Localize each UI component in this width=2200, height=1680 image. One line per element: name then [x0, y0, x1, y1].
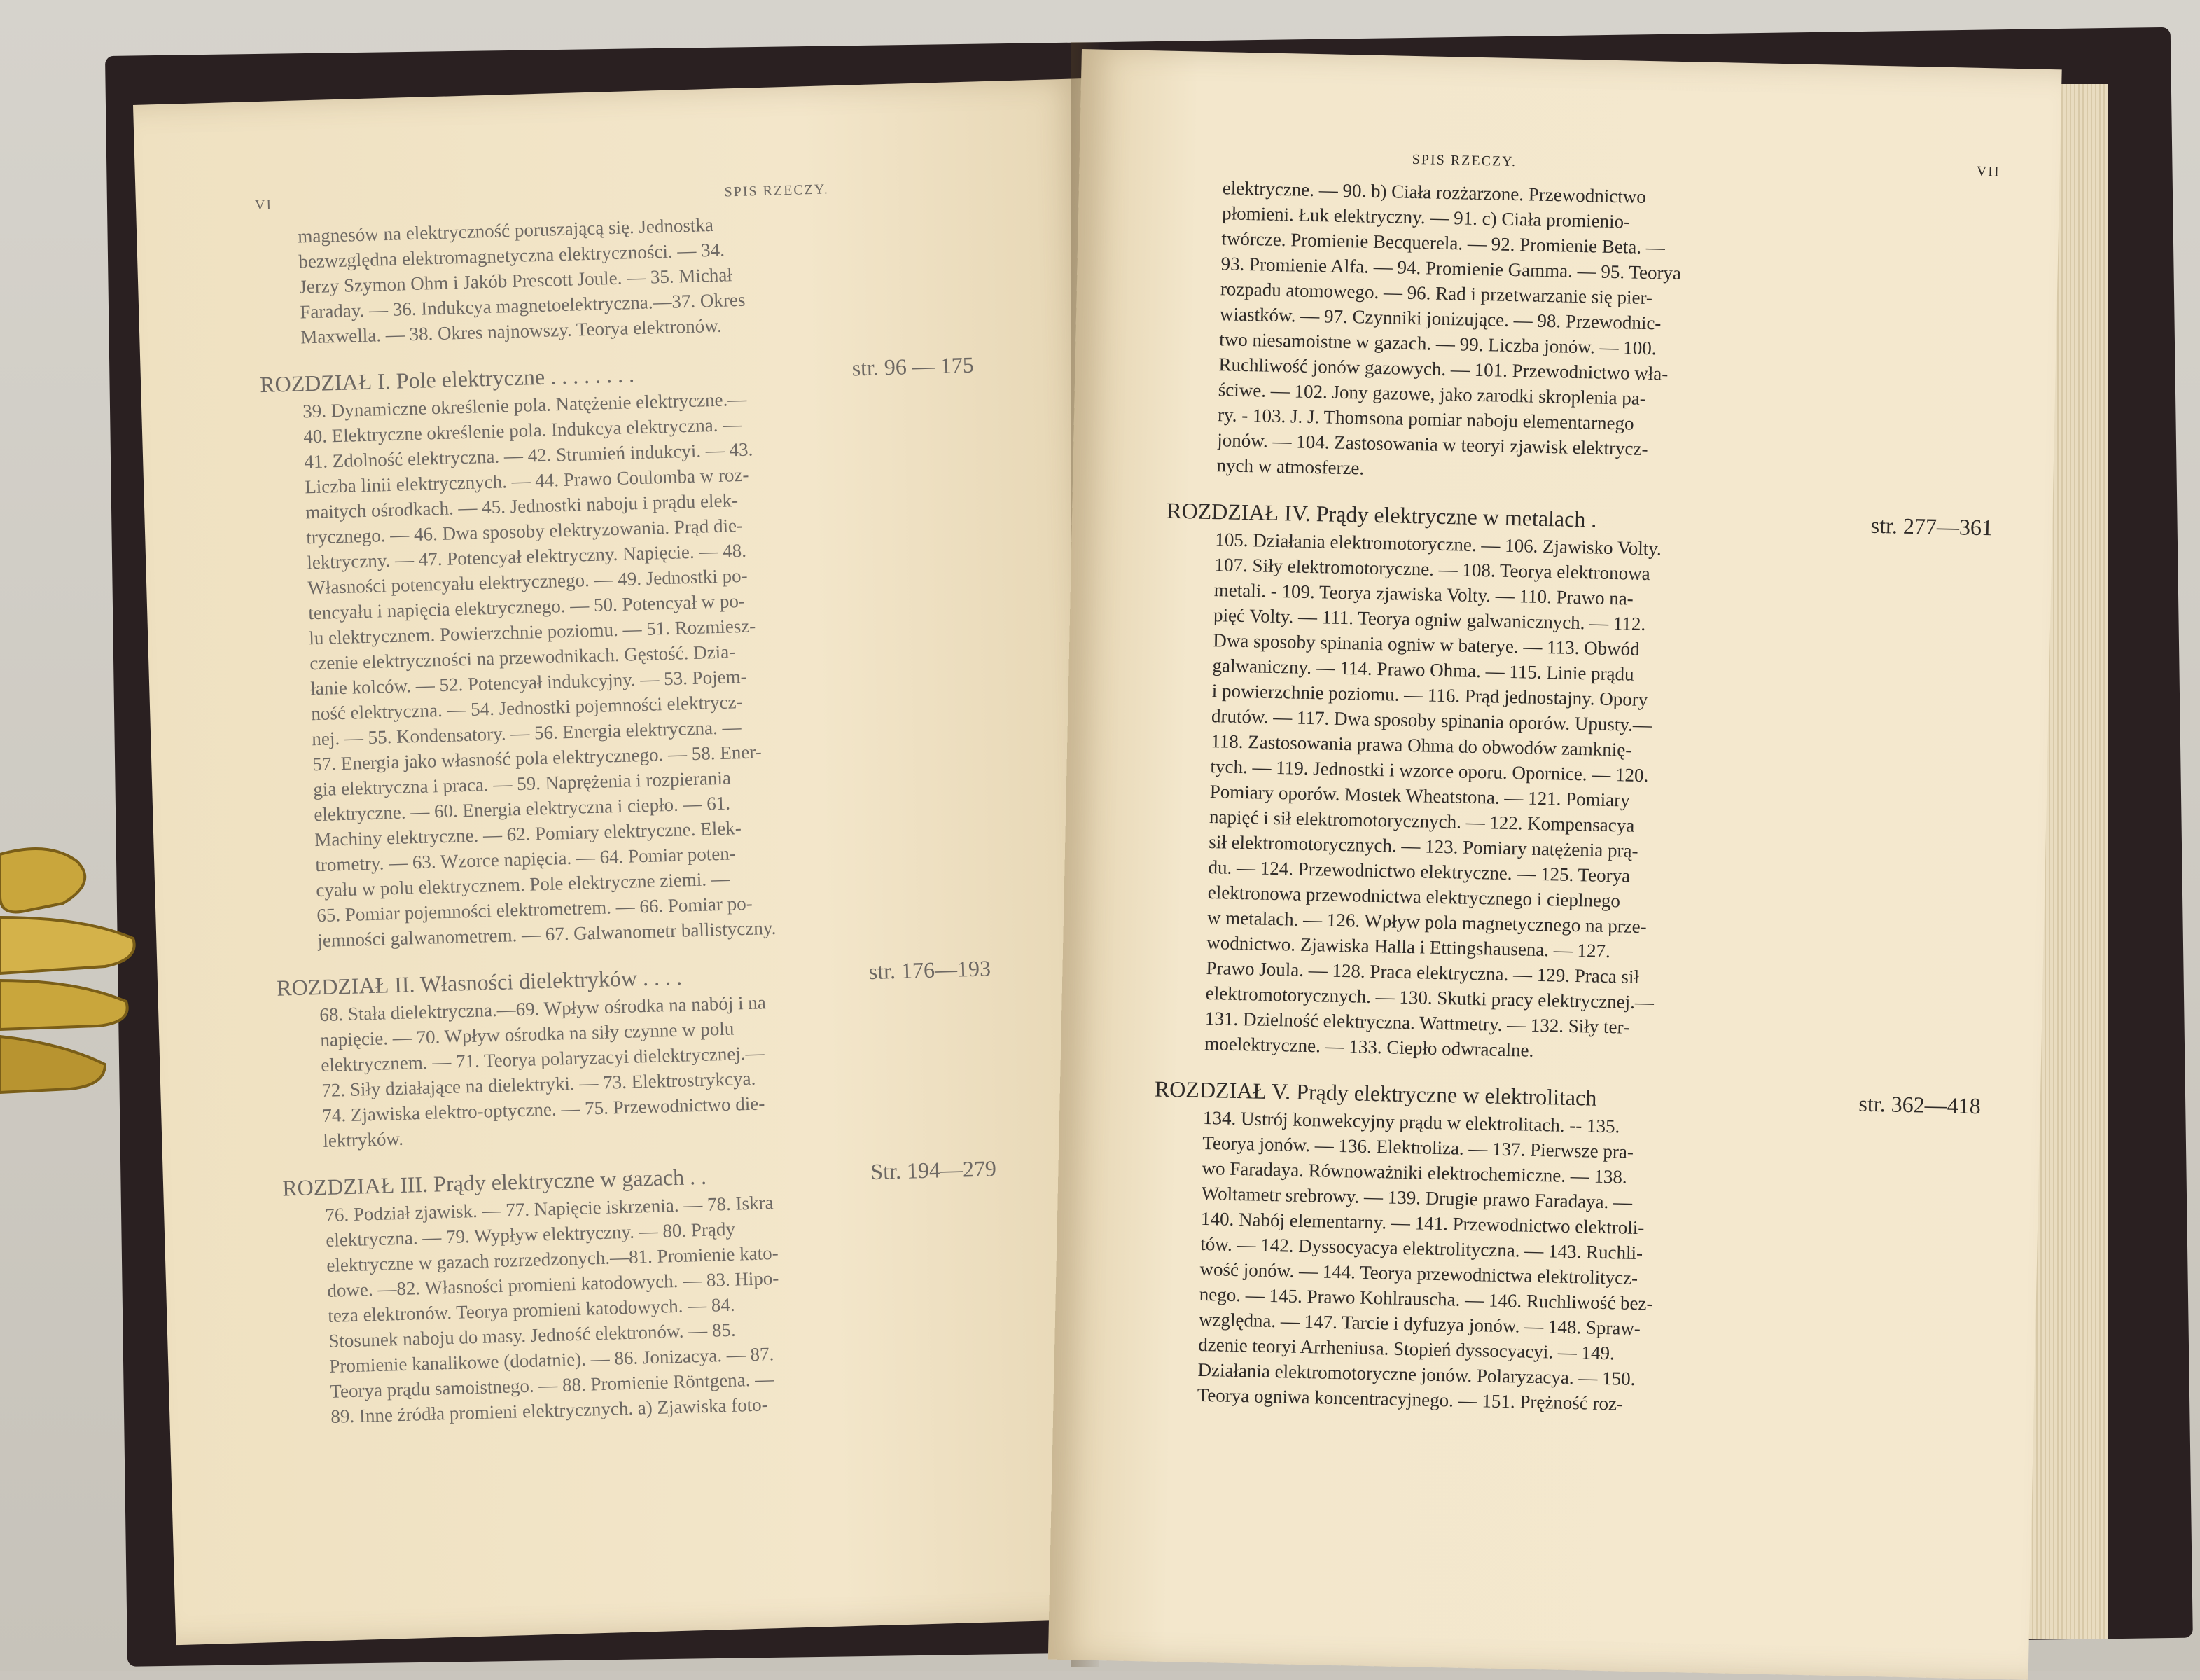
chapter-line: jemności galwanometrem. — 67. Galwanometr ballistyczny.	[316, 917, 777, 952]
chapter-line: trycznego. — 46. Dwa sposoby elektryzowania. Prąd die-	[305, 514, 744, 548]
right-page-intro-line: ściwe. — 102. Jony gazowe, jako zarodki skroplenia pa-	[1218, 379, 1647, 409]
chapter-line: pięć Volty. — 111. Teorya ogniw galwanicznych. — 112.	[1213, 604, 1646, 635]
chapter-line: czenie elektryczności na przewodnikach. Gęstość. Dzia-	[309, 641, 736, 674]
chapter-line: 140. Nabój elementarny. — 141. Przewodnictwo elektroli-	[1200, 1207, 1645, 1239]
chapter-line: i powierzchnie poziomu. — 116. Prąd jednostajny. Opory	[1211, 680, 1648, 711]
right-page-number: VII	[1976, 163, 2000, 180]
chapter-page-range: str. 277—361	[1870, 512, 1993, 541]
chapter-line: teza elektronów. Teorya promieni katodowych. — 84.	[327, 1293, 736, 1326]
chapter-line: elektrycznem. — 71. Teorya polaryzacyi dielektrycznej.—	[320, 1042, 765, 1076]
chapter-line: 57. Energia jako własność pola elektrycznego. — 58. Ener-	[312, 741, 763, 775]
chapter-line: sił elektromotorycznych. — 123. Pomiary natężenia prą-	[1209, 831, 1638, 861]
right-page-intro-line: płomieni. Łuk elektryczny. — 91. c) Ciała promienio-	[1221, 202, 1631, 232]
right-chapters	[1148, 498, 1993, 1424]
chapter-line: 134. Ustrój konwekcyjny prądu w elektrolitach. -- 135.	[1202, 1106, 1620, 1137]
chapter-line: 107. Siły elektromotoryczne. — 108. Teorya elektronowa	[1214, 554, 1651, 585]
left-page-intro-line: Jerzy Szymon Ohm i Jakób Prescott Joule. — 35. Michał	[298, 264, 733, 298]
left-page-number: VI	[254, 197, 273, 214]
chapter-line: Promienie kanalikowe (dodatnie). — 86. Jonizacya. — 87.	[328, 1343, 774, 1377]
chapter-line: 118. Zastosowania prawa Ohma do obwodów zamknię-	[1211, 730, 1632, 761]
chapter-line: tych. — 119. Jednostki i wzorce oporu. Opornice. — 120.	[1210, 756, 1649, 786]
chapter-contents	[260, 380, 990, 954]
chapter-line: 76. Podział zjawisk. — 77. Napięcie iskrzenia. — 78. Iskra	[324, 1192, 774, 1226]
chapter-title: ROZDZIAŁ II. Własności dielektryków . . . .	[276, 964, 683, 1001]
chapter-line: lektryczny. — 47. Potencyał elektryczny. Napięcie. — 48.	[306, 539, 747, 574]
chapter-line: Teorya prądu samoistnego. — 88. Promienie Röntgena. —	[329, 1368, 774, 1402]
right-page-intro-line: twórcze. Promienie Becquerela. — 92. Promienie Beta. —	[1221, 228, 1666, 258]
chapter-line: trometry. — 63. Wzorce napięcia. — 64. Pomiar poten-	[314, 842, 737, 876]
chapter-line: drutów. — 117. Dwa sposoby spinania oporów. Upusty.—	[1211, 705, 1652, 736]
left-page-intro-line: magnesów na elektryczność poruszającą się. Jednostka	[297, 214, 714, 247]
chapter-line: cyału w polu elektrycznem. Pole elektryczne ziemi. —	[315, 868, 731, 901]
chapter-contents	[283, 1183, 1003, 1430]
chapter-line: Dwa sposoby spinania ogniw w baterye. — 113. Obwód	[1213, 630, 1640, 660]
chapter-line: napięć i sił elektromotorycznych. — 122. Kompensacya	[1209, 806, 1635, 836]
chapter-line: du. — 124. Przewodnictwo elektryczne. — 125. Teorya	[1208, 856, 1631, 887]
chapter-contents	[1148, 1104, 1980, 1424]
chapter-line: 89. Inne źródła promieni elektrycznych. a) Zjawiska foto-	[330, 1394, 769, 1427]
chapter-line: 68. Stała dielektryczna.—69. Wpływ ośrodka na nabój i na	[319, 992, 767, 1026]
right-page-intro-line: wiastków. — 97. Czynniki jonizujące. — 98. Przewodnic-	[1219, 303, 1662, 334]
chapter-line: nego. — 145. Prawo Kohlrauscha. — 146. Ruchliwość bez-	[1199, 1283, 1653, 1314]
chapter-line: Teorya ogniwa koncentracyjnego. — 151. Prężność roz-	[1197, 1384, 1624, 1415]
chapter-line: Działania elektromotoryczne jonów. Polaryzacya. — 150.	[1197, 1359, 1636, 1389]
chapter-title: ROZDZIAŁ V. Prądy elektryczne w elektrolitach	[1154, 1076, 1597, 1111]
chapter-contents	[277, 983, 996, 1154]
chapter-line: względna. — 147. Tarcie i dyfuzya jonów. — 148. Spraw-	[1198, 1308, 1641, 1340]
chapter-line: tów. — 142. Dyssocyacya elektrolityczna. — 143. Ruchli-	[1199, 1233, 1643, 1264]
left-running-title: SPIS RZECZY.	[724, 181, 830, 200]
chapter-line: dowe. —82. Własności promieni katodowych. — 83. Hipo-	[326, 1267, 779, 1301]
chapter-line: elektryczna. — 79. Wypływ elektryczny. — 80. Prądy	[325, 1218, 736, 1251]
chapter-line: 65. Pomiar pojemności elektrometrem. — 66. Pomiar po-	[316, 892, 753, 926]
right-page-intro-line: jonów. — 104. Zastosowania w teoryi zjawisk elektrycz-	[1217, 429, 1648, 460]
chapter-line: dzenie teoryi Arrheniusa. Stopień dyssocyacyi. — 149.	[1197, 1333, 1615, 1364]
right-page	[1048, 49, 2062, 1680]
chapter-contents	[1155, 526, 1993, 1073]
left-page	[133, 78, 1128, 1645]
chapter-line: Liczba linii elektrycznych. — 44. Prawo Coulomba w roz-	[304, 464, 749, 498]
chapter-page-range: str. 362—418	[1858, 1090, 1982, 1119]
right-intro	[1167, 174, 2000, 494]
chapter-page-range: str. 176—193	[868, 955, 991, 985]
chapter-line: Stosunek naboju do masy. Jedność elektronów. — 85.	[328, 1319, 737, 1352]
chapter-line: ność elektryczna. — 54. Jednostki pojemności elektrycz-	[310, 691, 743, 725]
chapter-line: 72. Siły działające na dielektryki. — 73. Elektrostrykcya.	[321, 1067, 756, 1102]
chapter-line: Prawo Joula. — 128. Praca elektryczna. — 129. Praca sił	[1206, 957, 1640, 987]
left-chapters	[260, 352, 1003, 1431]
chapter-page-range: Str. 194—279	[870, 1155, 997, 1185]
chapter-line: napięcie. — 70. Wpływ ośrodka na siły czynne w polu	[319, 1018, 735, 1051]
chapter-line: wo Faradaya. Równoważniki elektrochemiczne. — 138.	[1202, 1157, 1628, 1188]
chapter-title: ROZDZIAŁ III. Prądy elektryczne w gazach . .	[281, 1163, 707, 1201]
chapter-line: 74. Zjawiska elektro-optyczne. — 75. Przewodnictwo die-	[321, 1092, 765, 1127]
right-page-intro-line: nych w atmosferze.	[1216, 454, 1365, 479]
chapter-line: 39. Dynamiczne określenie pola. Natężenie elektryczne.—	[302, 388, 747, 422]
chapter-line: galwaniczny. — 114. Prawo Ohma. — 115. Linie prądu	[1212, 655, 1634, 685]
left-page-intro-line: bezwzględna elektromagnetyczna elektryczności. — 34.	[298, 239, 725, 272]
right-page-intro-line: ry. - 103. J. J. Thomsona pomiar naboju elementarnego	[1217, 404, 1634, 434]
right-page-text	[1148, 142, 2000, 1424]
chapter-line: 105. Działania elektromotoryczne. — 106. Zjawisko Volty.	[1215, 529, 1662, 560]
chapter-line: w metalach. — 126. Wpływ pola magnetycznego na prze-	[1206, 907, 1648, 938]
chapter-line: elektryczne. — 60. Energia elektryczna i ciepło. — 61.	[313, 792, 731, 826]
chapter-line: łanie kolców. — 52. Potencyał indukcyjny. — 53. Pojem-	[309, 665, 747, 700]
brass-clip-icon	[0, 812, 140, 1134]
chapter-line: lektryków.	[322, 1127, 404, 1151]
chapter-line: Machiny elektryczne. — 62. Pomiary elektryczne. Elek-	[314, 817, 742, 851]
right-page-intro-line: rozpadu atomowego. — 96. Rad i przetwarzanie się pier-	[1220, 278, 1653, 309]
chapter-line: gia elektryczna i praca. — 59. Naprężenia i rozpierania	[312, 767, 732, 800]
chapter-page-range: str. 96 — 175	[851, 352, 975, 381]
chapter-line: elektromotorycznych. — 130. Skutki pracy elektrycznej.—	[1205, 983, 1655, 1013]
right-page-intro-line: 93. Promienie Alfa. — 94. Promienie Gamma. — 95. Teorya	[1220, 253, 1682, 284]
chapter-title: ROZDZIAŁ IV. Prądy elektryczne w metalach .	[1166, 497, 1597, 532]
right-page-intro-line: elektryczne. — 90. b) Ciała rozżarzone. Przewodnictwo	[1222, 177, 1647, 207]
left-page-intro-line: Faraday. — 36. Indukcya magnetoelektryczna.—37. Okres	[299, 289, 746, 323]
chapter-line: wość jonów. — 144. Teorya przewodnictwa elektrolitycz-	[1199, 1258, 1638, 1289]
chapter-line: nej. — 55. Kondensatory. — 56. Energia elektryczna. —	[311, 716, 742, 750]
chapter-line: elektronowa przewodnictwa elektrycznego i cieplnego	[1207, 882, 1621, 912]
chapter-title: ROZDZIAŁ I. Pole elektryczne . . . . . . . .	[259, 361, 635, 398]
left-page-intro-line: Maxwella. — 38. Okres najnowszy. Teorya elektronów.	[300, 314, 722, 348]
right-page-intro-line: Ruchliwość jonów gazowych. — 101. Przewodnictwo wła-	[1218, 354, 1669, 384]
right-page-intro-line: two niesamoistne w gazach. — 99. Liczba jonów. — 100.	[1219, 328, 1657, 359]
chapter-line: Teorya jonów. — 136. Elektroliza. — 137. Pierwsze pra-	[1202, 1132, 1634, 1162]
right-running-title: SPIS RZECZY.	[1412, 151, 1517, 170]
chapter-line: wodnictwo. Zjawiska Halla i Ettingshausena. — 127.	[1206, 932, 1611, 962]
chapter-line: elektryczne w gazach rozrzedzonych.—81. Promienie kato-	[326, 1242, 779, 1276]
chapter-line: metali. - 109. Teorya zjawiska Volty. — 110. Prawo na-	[1213, 579, 1634, 609]
chapter-line: 40. Elektryczne określenie pola. Indukcya elektryczna. —	[302, 413, 742, 447]
chapter-line: Własności potencyału elektrycznego. — 49. Jednostki po-	[307, 564, 748, 599]
chapter-line: 41. Zdolność elektryczna. — 42. Strumień indukcyi. — 43.	[303, 438, 753, 473]
left-intro	[256, 205, 973, 351]
chapter-line: Pomiary oporów. Mostek Wheatstona. — 121. Pomiary	[1209, 781, 1630, 811]
chapter-line: 131. Dzielność elektryczna. Wattmetry. — 132. Siły ter-	[1204, 1007, 1630, 1038]
chapter-line: Woltametr srebrowy. — 139. Drugie prawo Faradaya. —	[1201, 1182, 1633, 1213]
chapter-line: maitych ośrodkach. — 45. Jednostki naboju i prądu elek-	[305, 490, 739, 523]
chapter-line: lu elektrycznem. Powierzchnie poziomu. — 51. Rozmiesz-	[308, 615, 756, 649]
chapter-line: tencyału i napięcia elektrycznego. — 50. Potencyał w po-	[307, 590, 746, 624]
chapter-line: moelektryczne. — 133. Ciepło odwracalne.	[1204, 1032, 1534, 1061]
left-page-text	[255, 173, 1003, 1431]
